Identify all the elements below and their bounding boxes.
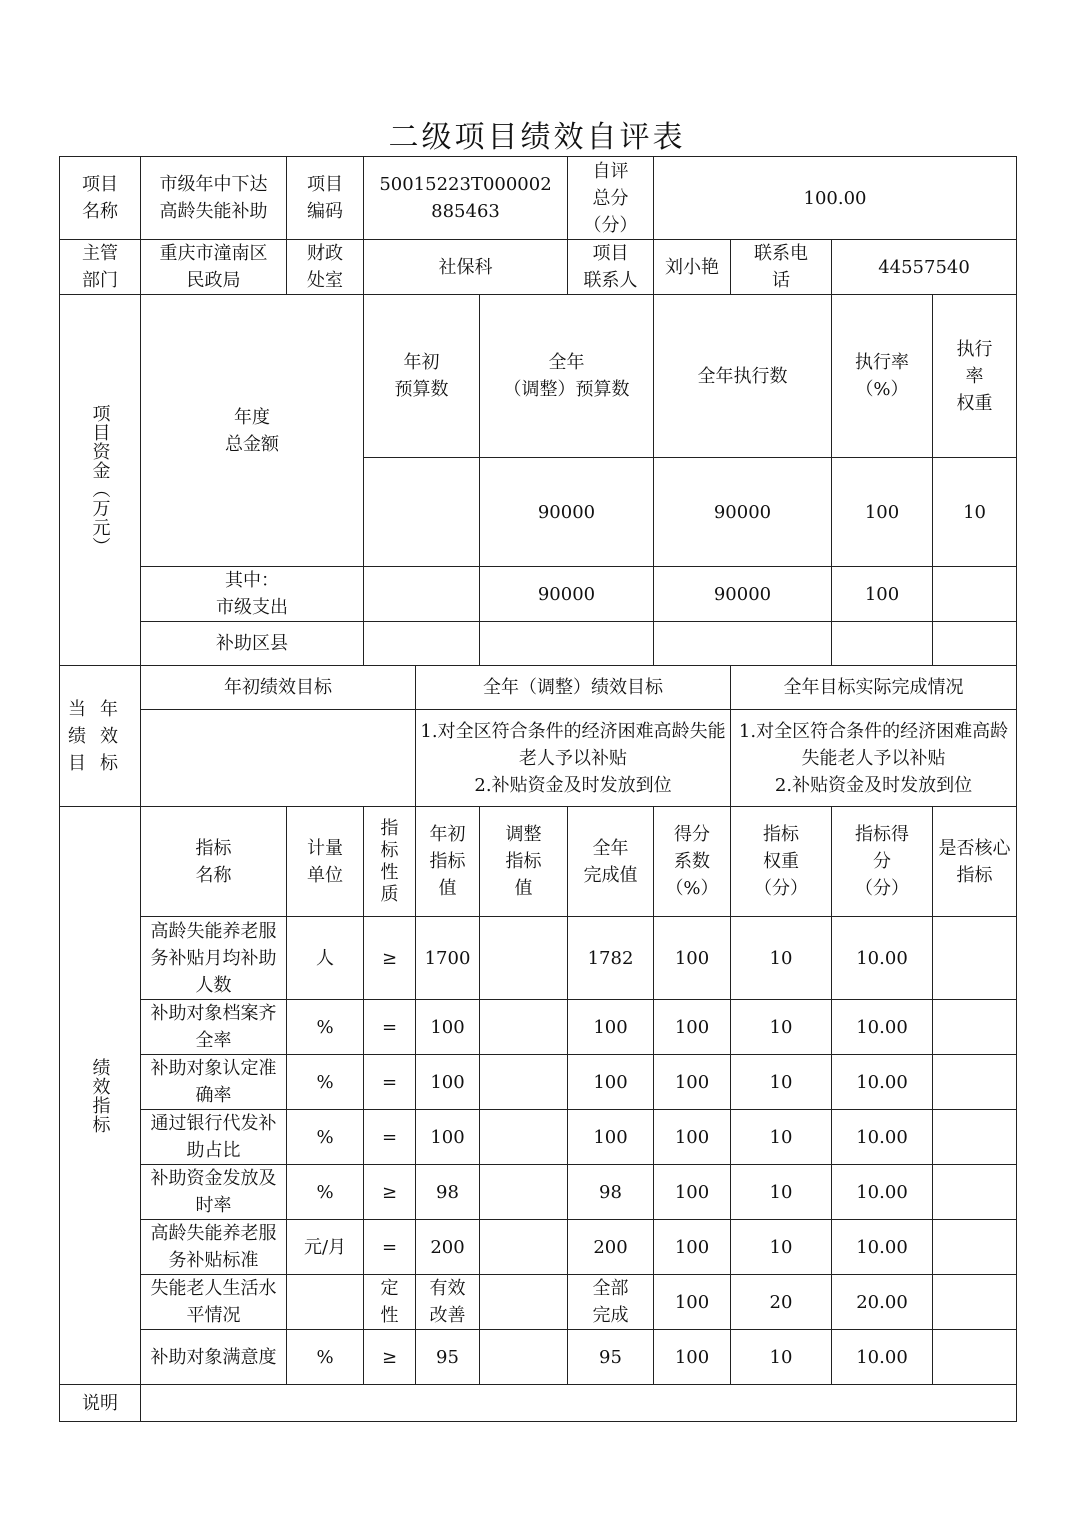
ind-unit: % [287,1165,364,1220]
goals-col-actual: 全年目标实际完成情况 [731,666,1017,710]
ind-initial: 100 [416,1110,480,1165]
ind-name: 补助对象满意度 [141,1330,287,1385]
indicators-section-label: 绩效指标 [60,807,141,1385]
funds-district-row [60,622,1017,666]
project-name-label: 项目 名称 [60,157,141,240]
ind-nature: = [364,1000,416,1055]
ind-unit: % [287,1055,364,1110]
ind-score: 20.00 [832,1275,933,1330]
ind-col-score: 指标得 分 （分） [832,807,933,917]
funds-city-executed: 90000 [654,567,832,622]
ind-weight: 10 [731,1165,832,1220]
ind-core [933,1275,1017,1330]
funds-city-row [60,567,1017,622]
funds-district-label: 补助区县 [141,622,364,666]
ind-completed: 1782 [568,917,654,1000]
ind-nature: ≥ [364,917,416,1000]
table-row [60,1110,1017,1165]
ind-adjusted [480,1165,568,1220]
funds-city-label: 其中： 市级支出 [141,567,364,622]
ind-nature: = [364,1055,416,1110]
funds-city-initial [364,567,480,622]
ind-completed: 200 [568,1220,654,1275]
funds-district-executed [654,622,832,666]
ind-coef: 100 [654,1275,731,1330]
ind-col-completed: 全年 完成值 [568,807,654,917]
funds-city-rate: 100 [832,567,933,622]
ind-score: 10.00 [832,1000,933,1055]
ind-col-adjusted: 调整 指标 值 [480,807,568,917]
funds-total-adjusted: 90000 [480,458,654,567]
ind-core [933,1055,1017,1110]
funds-col-executed: 全年执行数 [654,295,832,458]
ind-name: 高龄失能养老服务补贴月均补助人数 [141,917,287,1000]
notes-label: 说明 [60,1385,141,1422]
ind-adjusted [480,1220,568,1275]
goals-col-initial: 年初绩效目标 [141,666,416,710]
goals-header-row [60,666,1017,710]
ind-col-weight: 指标 权重 （分） [731,807,832,917]
ind-col-coef: 得分 系数 （%） [654,807,731,917]
ind-adjusted [480,1275,568,1330]
ind-name: 补助对象认定准确率 [141,1055,287,1110]
funds-col-initial: 年初 预算数 [364,295,480,458]
ind-coef: 100 [654,1055,731,1110]
funds-col-adjusted: 全年 （调整）预算数 [480,295,654,458]
ind-weight: 10 [731,1000,832,1055]
ind-nature: 定 性 [364,1275,416,1330]
ind-coef: 100 [654,1330,731,1385]
ind-score: 10.00 [832,1055,933,1110]
ind-name: 失能老人生活水平情况 [141,1275,287,1330]
phone: 44557540 [832,240,1017,295]
ind-initial: 200 [416,1220,480,1275]
finance-label: 财政 处室 [287,240,364,295]
header-row-2 [60,240,1017,295]
ind-unit [287,1275,364,1330]
ind-core [933,1330,1017,1385]
table-row [60,1000,1017,1055]
ind-core [933,1165,1017,1220]
ind-nature: ≥ [364,1165,416,1220]
ind-score: 10.00 [832,1330,933,1385]
table-row [60,1275,1017,1330]
ind-initial: 98 [416,1165,480,1220]
ind-adjusted [480,1110,568,1165]
ind-core [933,1220,1017,1275]
funds-total-executed: 90000 [654,458,832,567]
funds-city-weight [933,567,1017,622]
funds-district-weight [933,622,1017,666]
ind-coef: 100 [654,1110,731,1165]
ind-col-nature: 指 标 性 质 [364,807,416,917]
notes-row [60,1385,1017,1422]
finance: 社保科 [364,240,568,295]
ind-weight: 10 [731,917,832,1000]
ind-adjusted [480,1055,568,1110]
ind-adjusted [480,917,568,1000]
ind-nature: = [364,1110,416,1165]
goals-content-row [60,710,1017,807]
ind-initial: 1700 [416,917,480,1000]
ind-initial: 95 [416,1330,480,1385]
ind-unit: % [287,1330,364,1385]
ind-initial: 有效 改善 [416,1275,480,1330]
funds-district-rate [832,622,933,666]
ind-completed: 95 [568,1330,654,1385]
page-title: 二级项目绩效自评表 [388,120,686,155]
table-row [60,1220,1017,1275]
notes-value [141,1385,1017,1422]
ind-unit: % [287,1000,364,1055]
self-score-label: 自评 总分 （分） [568,157,654,240]
ind-adjusted [480,1330,568,1385]
ind-nature: = [364,1220,416,1275]
table-row [60,1330,1017,1385]
ind-core [933,1000,1017,1055]
ind-completed: 98 [568,1165,654,1220]
funds-total-rate: 100 [832,458,933,567]
table-row [60,917,1017,1000]
funds-total-label: 年度 总金额 [141,295,364,567]
goals-col-adjusted: 全年（调整）绩效目标 [416,666,731,710]
funds-total-weight: 10 [933,458,1017,567]
ind-col-unit: 计量 单位 [287,807,364,917]
contact: 刘小艳 [654,240,731,295]
funds-district-initial [364,622,480,666]
ind-score: 10.00 [832,917,933,1000]
project-code-label: 项目 编码 [287,157,364,240]
ind-nature: ≥ [364,1330,416,1385]
self-score: 100.00 [654,157,1017,240]
ind-completed: 100 [568,1110,654,1165]
dept-label: 主管 部门 [60,240,141,295]
funds-col-weight: 执行 率 权重 [933,295,1017,458]
ind-weight: 10 [731,1330,832,1385]
funds-city-adjusted: 90000 [480,567,654,622]
ind-unit: 人 [287,917,364,1000]
goals-actual: 1.对全区符合条件的经济困难高龄失能老人予以补贴 2.补贴资金及时发放到位 [731,710,1017,807]
ind-coef: 100 [654,1220,731,1275]
evaluation-table [59,156,1017,1422]
ind-score: 10.00 [832,1165,933,1220]
project-name: 市级年中下达 高龄失能补助 [141,157,287,240]
ind-weight: 20 [731,1275,832,1330]
ind-weight: 10 [731,1110,832,1165]
indicators-header-row [60,807,1017,917]
ind-initial: 100 [416,1055,480,1110]
ind-completed: 100 [568,1000,654,1055]
ind-col-core: 是否核心 指标 [933,807,1017,917]
table-row [60,1055,1017,1110]
ind-completed: 全部 完成 [568,1275,654,1330]
funds-header-row [60,295,1017,458]
ind-score: 10.00 [832,1220,933,1275]
goals-adjusted: 1.对全区符合条件的经济困难高龄失能老人予以补贴 2.补贴资金及时发放到位 [416,710,731,807]
ind-name: 补助对象档案齐全率 [141,1000,287,1055]
ind-unit: % [287,1110,364,1165]
funds-col-rate: 执行率 （%） [832,295,933,458]
ind-completed: 100 [568,1055,654,1110]
ind-initial: 100 [416,1000,480,1055]
ind-name: 通过银行代发补助占比 [141,1110,287,1165]
funds-section-label: 项目资金（万元） [60,295,141,666]
ind-coef: 100 [654,917,731,1000]
ind-name: 高龄失能养老服务补贴标准 [141,1220,287,1275]
ind-name: 补助资金发放及时率 [141,1165,287,1220]
ind-core [933,1110,1017,1165]
ind-score: 10.00 [832,1110,933,1165]
goals-section-label: 当年 绩效 目标 [60,666,141,807]
project-code: 50015223T000002 885463 [364,157,568,240]
funds-district-adjusted [480,622,654,666]
ind-adjusted [480,1000,568,1055]
ind-weight: 10 [731,1220,832,1275]
goals-initial [141,710,416,807]
ind-core [933,917,1017,1000]
ind-coef: 100 [654,1000,731,1055]
funds-total-initial [364,458,480,567]
ind-col-name: 指标 名称 [141,807,287,917]
ind-coef: 100 [654,1165,731,1220]
ind-weight: 10 [731,1055,832,1110]
header-row-1 [60,157,1017,240]
dept: 重庆市潼南区 民政局 [141,240,287,295]
contact-label: 项目 联系人 [568,240,654,295]
phone-label: 联系电 话 [731,240,832,295]
table-row [60,1165,1017,1220]
ind-unit: 元/月 [287,1220,364,1275]
ind-col-initial: 年初 指标 值 [416,807,480,917]
